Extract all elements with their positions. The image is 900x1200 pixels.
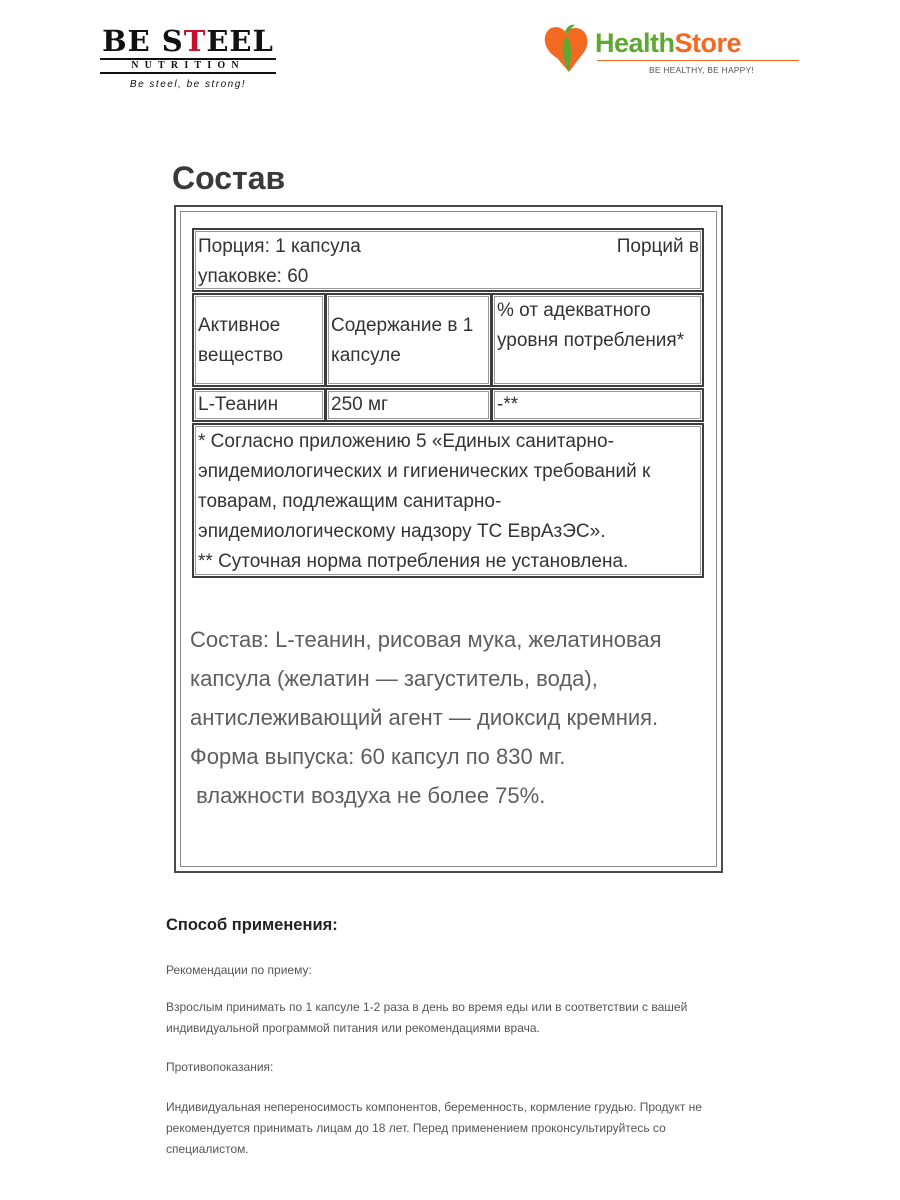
- header-amount: Содержание в 1 капсуле: [325, 293, 492, 387]
- table-row-substance: L-Теанин: [192, 388, 326, 422]
- release-form-text: Форма выпуска: 60 капсул по 830 мг.: [190, 744, 566, 769]
- contraindications-text: Индивидуальная непереносимость компонентов, беременность, кормление грудью. Продукт не рекомендуется принимать лицам до 18 лет. Перед применением проконсультируйтесь со специалистом.: [166, 1100, 702, 1156]
- portion-cell: [192, 228, 704, 292]
- table-row-percent: -**: [491, 388, 704, 422]
- composition-title: Состав: [172, 160, 286, 196]
- header-percent: % от адекватного уровня потребления*: [491, 293, 704, 387]
- healthstore-logo: [543, 20, 805, 80]
- ingredients-text: Состав: L-теанин, рисовая мука, желатиновая капсула (желатин — загуститель, вода), антислеживающий агент — диоксид кремния.: [190, 627, 662, 730]
- table-row-amount: 250 мг: [325, 388, 492, 422]
- recommendations-text: Взрослым принимать по 1 капсуле 1-2 раза в день во время еды или в соответствии с вашей индивидуальной программой питания или рекомендациями врача.: [166, 1000, 688, 1035]
- healthstore-divider: [597, 60, 799, 61]
- header-substance: Активное вещество: [192, 293, 326, 387]
- recommendations-label: Рекомендации по приему:: [166, 963, 312, 977]
- footnote-cell: [192, 423, 704, 578]
- be-steel-slogan: Be steel, be strong!: [129, 79, 247, 90]
- per-pack-label: Порций в: [616, 236, 699, 257]
- healthstore-slogan: BE HEALTHY, BE HAPPY!: [649, 65, 754, 75]
- be-steel-wordmark: BE STEEL: [102, 24, 274, 58]
- be-steel-subtitle: NUTRITION: [100, 58, 276, 74]
- contraindications-label: Противопоказания:: [166, 1060, 274, 1074]
- per-pack-value: упаковке: 60: [198, 266, 309, 287]
- be-steel-logo: [100, 24, 276, 96]
- composition-text: [190, 620, 715, 815]
- footnote-1: * Согласно приложению 5 «Единых санитарно-эпидемиологических и гигиенических требований к товарам, подлежащим санитарно-эпидемиологическому надзору ТС ЕврАзЭС».: [198, 431, 651, 542]
- storage-humidity-text: влажности воздуха не более 75%.: [190, 783, 546, 808]
- footnote-2: ** Суточная норма потребления не установлена.: [198, 551, 629, 572]
- heart-carrot-icon: [543, 22, 593, 78]
- usage-title: Способ применения:: [166, 916, 338, 934]
- portion-label: Порция: 1 капсула: [198, 236, 361, 257]
- healthstore-wordmark: HealthStore: [595, 28, 742, 58]
